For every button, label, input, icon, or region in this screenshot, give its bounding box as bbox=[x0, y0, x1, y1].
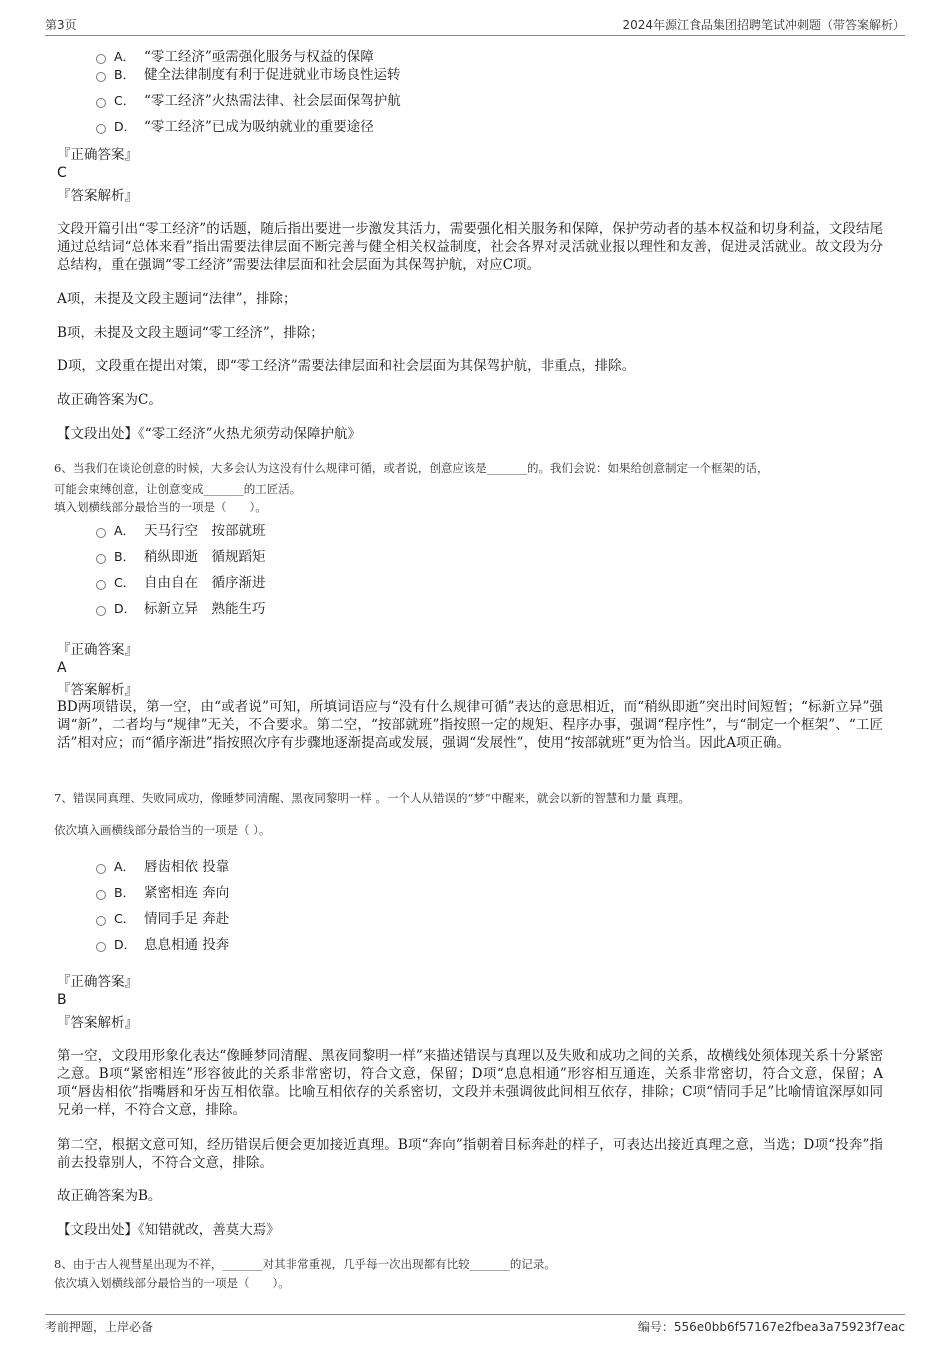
q7-analysis-paragraph-2: 第二空，根据文意可知，经历错误后便会更加接近真理。B项“奔向”指朝着目标奔赴的样子，可表达出接近真理之意，当选；D项“投奔”指前去投靠别人，不符合文意，排除。 bbox=[57, 1137, 883, 1171]
q5-source: 【文段出处】《“零工经济”火热尤须劳动保障护航》 bbox=[57, 426, 362, 442]
q7-conclusion: 故正确答案为B。 bbox=[57, 1188, 162, 1204]
q5-answer: C bbox=[57, 165, 67, 181]
q6-answer-label: 『正确答案』 bbox=[57, 642, 138, 658]
q7-stem-line2: 依次填入画横线部分最恰当的一项是（ ）。 bbox=[54, 823, 271, 837]
radio-button-icon[interactable] bbox=[96, 98, 106, 108]
q5-analysis-option-b: B项，未提及文段主题词“零工经济”，排除； bbox=[57, 325, 324, 341]
q5-analysis-option-a: A项，未提及文段主题词“法律”，排除； bbox=[57, 291, 297, 307]
q7-analysis-label: 『答案解析』 bbox=[57, 1015, 138, 1031]
radio-button-icon[interactable] bbox=[96, 554, 106, 564]
footer-slogan: 考前押题，上岸必备 bbox=[45, 1320, 154, 1334]
page-number: 第3页 bbox=[45, 18, 77, 32]
page-header bbox=[45, 14, 905, 36]
q6-stem-line1: 6、当我们在谈论创意的时候，大多会认为这没有什么规律可循，或者说，创意应该是_______的。我们会说：如果给创意制定一个框架的话， bbox=[54, 461, 769, 475]
document-title: 2024年源江食品集团招聘笔试冲刺题（带答案解析） bbox=[622, 18, 905, 32]
radio-button-icon[interactable] bbox=[96, 890, 106, 900]
page-footer bbox=[45, 1314, 905, 1334]
q7-stem-line1: 7、错误同真理、失败同成功，像睡梦同清醒、黑夜同黎明一样 。一个人从错误的“梦”中醒来，就会以新的智慧和力量 真理。 bbox=[54, 791, 690, 805]
q5-analysis-paragraph: 文段开篇引出“零工经济”的话题，随后指出要进一步激发其活力，需要强化相关服务和保障，保护劳动者的基本权益和切身利益，文段结尾通过总结词“总体来看”指出需要法律层面不断完善与健全相关权益制度，社会各界对灵活就业报以理性和友善，促进灵活就业。故文段为分总结构，重在强调“零工经济”需要法律层面和社会层面为其保驾护航，对应C项。 bbox=[57, 221, 883, 273]
q6-answer: A bbox=[57, 660, 67, 676]
q6-analysis-label: 『答案解析』 bbox=[57, 682, 138, 698]
q5-analysis-option-d: D项，文段重在提出对策，即“零工经济”需要法律层面和社会层面为其保驾护航，非重点，排除。 bbox=[57, 358, 636, 374]
q7-answer: B bbox=[57, 992, 67, 1008]
q8-stem-line1: 8、由于古人视彗星出现为不祥，_______对其非常重视，几乎每一次出现都有比较_______的记录。 bbox=[54, 1257, 556, 1271]
radio-button-icon[interactable] bbox=[96, 864, 106, 874]
q6-stem-line3: 填入划横线部分最恰当的一项是（ ）。 bbox=[54, 500, 267, 514]
q6-analysis-paragraph: BD两项错误，第一空，由“或者说”可知，所填词语应与“没有什么规律可循”表达的意思相近，而“稍纵即逝”突出时间短暂；“标新立异”强调“新”，二者均与“规律”无关，不合要求。第二空，“按部就班”指按照一定的规矩、程序办事，强调“程序性”，与“制定一个框架”、“工匠活”相对应；而“循序渐进”指按照次序有步骤地逐渐提高或发展，强调“发展性”，使用“按部就班”更为恰当。因此A项正确。 bbox=[57, 699, 883, 751]
q5-conclusion: 故正确答案为C。 bbox=[57, 392, 162, 408]
radio-button-icon[interactable] bbox=[96, 528, 106, 538]
radio-button-icon[interactable] bbox=[96, 124, 106, 134]
radio-button-icon[interactable] bbox=[96, 580, 106, 590]
radio-button-icon[interactable] bbox=[96, 606, 106, 616]
radio-button-icon[interactable] bbox=[96, 942, 106, 952]
q7-source: 【文段出处】《知错就改，善莫大焉》 bbox=[57, 1222, 280, 1238]
q7-answer-label: 『正确答案』 bbox=[57, 974, 138, 990]
document-code: 编号：556e0bb6f57167e2fbea3a75923f7eac bbox=[637, 1320, 905, 1334]
q7-analysis-paragraph-1: 第一空，文段用形象化表达“像睡梦同清醒、黑夜同黎明一样”来描述错误与真理以及失败和成功之间的关系，故横线处须体现关系十分紧密之意。B项“紧密相连”形容彼此的关系非常密切，符合文意，保留；D项“息息相通”形容相互通连，关系非常密切，符合文意，保留；A项“唇齿相依”指嘴唇和牙齿互相依靠。比喻互相依存的关系密切，文段并未强调彼此间相互依存，排除；C项“情同手足”比喻情谊深厚如同兄弟一样，不符合文意，排除。 bbox=[57, 1048, 883, 1118]
radio-button-icon[interactable] bbox=[96, 72, 106, 82]
q5-analysis-label: 『答案解析』 bbox=[57, 188, 138, 204]
q8-stem-line2: 依次填入划横线部分最恰当的一项是（ ）。 bbox=[54, 1276, 290, 1290]
q5-answer-label: 『正确答案』 bbox=[57, 147, 138, 163]
radio-button-icon[interactable] bbox=[96, 916, 106, 926]
radio-button-icon[interactable] bbox=[96, 54, 106, 64]
q6-stem-line2: 可能会束缚创意，让创意变成_______的工匠活。 bbox=[54, 482, 302, 496]
